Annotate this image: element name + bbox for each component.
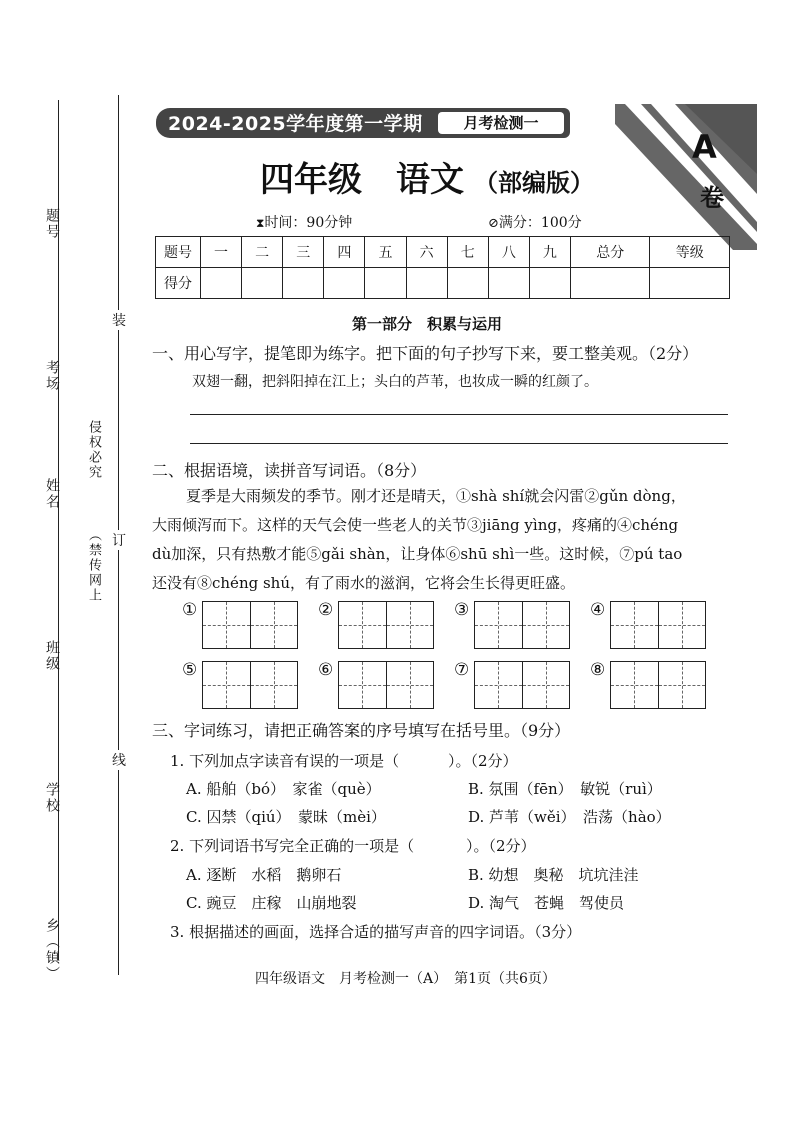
answer-grid-8[interactable] <box>610 661 706 709</box>
question-2-title: 二、根据语境，读拼音写词语。（8分） <box>152 461 427 480</box>
score-header-cell: 总分 <box>570 237 649 268</box>
grid-number: ② <box>318 600 334 620</box>
binding-zhuang: 装 <box>112 310 126 330</box>
score-header-cell: 三 <box>283 237 324 268</box>
writing-line-2[interactable] <box>190 443 728 444</box>
answer-grid-6[interactable] <box>338 661 434 709</box>
q3-sub2-stem-b: ）。（2分） <box>466 837 536 855</box>
check-circle-icon: ⊘ <box>488 216 499 231</box>
field-label-tihao: 题号 <box>44 208 60 240</box>
paper-badge <box>615 104 757 250</box>
score-header-cell: 题号 <box>156 237 201 268</box>
score-cell[interactable] <box>283 268 324 299</box>
score-cell[interactable] <box>447 268 488 299</box>
answer-grid-4[interactable] <box>610 601 706 649</box>
answer-grid-2[interactable] <box>338 601 434 649</box>
score-cell[interactable] <box>488 268 529 299</box>
score-table-score-row <box>156 268 730 299</box>
grid-number: ① <box>182 600 198 620</box>
score-header-cell: 五 <box>365 237 406 268</box>
question-2-line-2: 大雨倾泻而下。这样的天气会使一些老人的关节③jiāng yìng，疼痛的④chéng <box>152 516 679 534</box>
score-cell[interactable] <box>201 268 242 299</box>
score-cell[interactable] <box>570 268 649 299</box>
grid-number: ⑤ <box>182 660 198 680</box>
binding-xian: 线 <box>112 750 126 770</box>
score-header-cell: 八 <box>488 237 529 268</box>
grid-number: ④ <box>590 600 606 620</box>
answer-grid-1[interactable] <box>202 601 298 649</box>
score-cell[interactable] <box>529 268 570 299</box>
q3-sub1-option-b: B. 氛围（fēn） 敏锐（ruì） <box>468 780 662 798</box>
answer-grid-7[interactable] <box>474 661 570 709</box>
q3-sub2-option-d: D. 淘气 苍蝇 驾使员 <box>468 894 625 912</box>
question-2-line-3: dù加深，只有热敷才能⑤gǎi shàn，让身体⑥shū shì一些。这时候，⑦pú tao <box>152 545 683 563</box>
time-label: 时间：90分钟 <box>264 215 353 231</box>
q3-sub1-stem-b: ）。（2分） <box>448 752 518 770</box>
paper-word: 卷 <box>700 183 724 212</box>
field-label-banji: 班级 <box>44 640 60 672</box>
score-header-cell: 六 <box>406 237 447 268</box>
score-header-cell: 九 <box>529 237 570 268</box>
q3-sub2-option-b: B. 幼想 奥秘 坑坑洼洼 <box>468 866 639 884</box>
field-label-xiangzhen: 乡（镇） <box>44 918 60 982</box>
page-title <box>260 152 594 201</box>
question-2-line-4: 还没有⑧chéng shú，有了雨水的滋润，它将会生长得更旺盛。 <box>152 574 575 592</box>
q3-sub3-stem: 3. 根据描述的画面，选择合适的描写声音的四字词语。（3分） <box>170 923 582 941</box>
no-upload-note: （禁传网上 <box>86 528 101 603</box>
title-text: 四年级 语文 <box>260 160 464 200</box>
paper-letter: A <box>692 128 717 166</box>
field-label-xingming: 姓名 <box>44 478 60 510</box>
score-cell[interactable] <box>365 268 406 299</box>
field-label-kaochang: 考场 <box>44 360 60 392</box>
score-header-cell: 一 <box>201 237 242 268</box>
q3-sub1-option-d: D. 芦苇（wěi） 浩荡（hào） <box>468 808 671 826</box>
score-header-cell: 四 <box>324 237 365 268</box>
score-header-cell: 七 <box>447 237 488 268</box>
answer-grid-3[interactable] <box>474 601 570 649</box>
q3-sub2-option-c: C. 豌豆 庄稼 山崩地裂 <box>186 894 357 912</box>
score-row-label: 得分 <box>156 268 201 299</box>
grid-number: ⑦ <box>454 660 470 680</box>
q3-sub2-option-a: A. 逐断 水稻 鹅卵石 <box>186 866 342 884</box>
grid-number: ⑧ <box>590 660 606 680</box>
score-cell[interactable] <box>650 268 730 299</box>
score-header-cell: 等级 <box>650 237 730 268</box>
q3-sub1-option-a: A. 船舶（bó） 家雀（què） <box>186 780 381 798</box>
question-2-line-1: 夏季是大雨频发的季节。刚才还是晴天，①shà shí就会闪雷②gǔn dòng， <box>186 487 686 505</box>
score-header-cell: 二 <box>242 237 283 268</box>
question-3-title: 三、字词练习，请把正确答案的序号填写在括号里。（9分） <box>152 721 571 740</box>
score-cell[interactable] <box>406 268 447 299</box>
score-table-header-row <box>156 237 730 268</box>
question-1-sentence: 双翅一翻，把斜阳掉在江上；头白的芦苇，也妆成一瞬的红颜了。 <box>192 374 598 390</box>
copyright-note: 侵权必究 <box>86 420 101 480</box>
score-cell[interactable] <box>324 268 365 299</box>
question-1-title: 一、用心写字，提笔即为练字。把下面的句子抄写下来，要工整美观。（2分） <box>152 344 699 363</box>
grid-number: ③ <box>454 600 470 620</box>
exam-tag: 月考检测一 <box>438 112 564 134</box>
hourglass-icon: ⧗ <box>256 216 265 230</box>
edition-text: （部编版） <box>474 168 594 197</box>
q3-sub1-stem-a: 1. 下列加点字读音有误的一项是（ <box>170 752 400 770</box>
writing-line-1[interactable] <box>190 414 728 415</box>
answer-grid-5[interactable] <box>202 661 298 709</box>
score-cell[interactable] <box>242 268 283 299</box>
time-info <box>256 212 352 232</box>
score-label: 满分：100分 <box>498 215 582 231</box>
q3-sub2-stem-a: 2. 下列词语书写完全正确的一项是（ <box>170 837 415 855</box>
grid-number: ⑥ <box>318 660 334 680</box>
page-footer: 四年级语文 月考检测一（A） 第1页（共6页） <box>255 971 556 987</box>
score-info <box>488 212 582 232</box>
field-label-xuexiao: 学校 <box>44 782 60 814</box>
score-table <box>155 236 730 299</box>
term-text: 2024-2025学年度第一学期 <box>168 113 423 135</box>
binding-ding: 订 <box>112 530 126 550</box>
part-title: 第一部分 积累与运用 <box>352 315 503 333</box>
q3-sub1-option-c: C. 囚禁（qiú） 蒙昧（mèi） <box>186 808 386 826</box>
